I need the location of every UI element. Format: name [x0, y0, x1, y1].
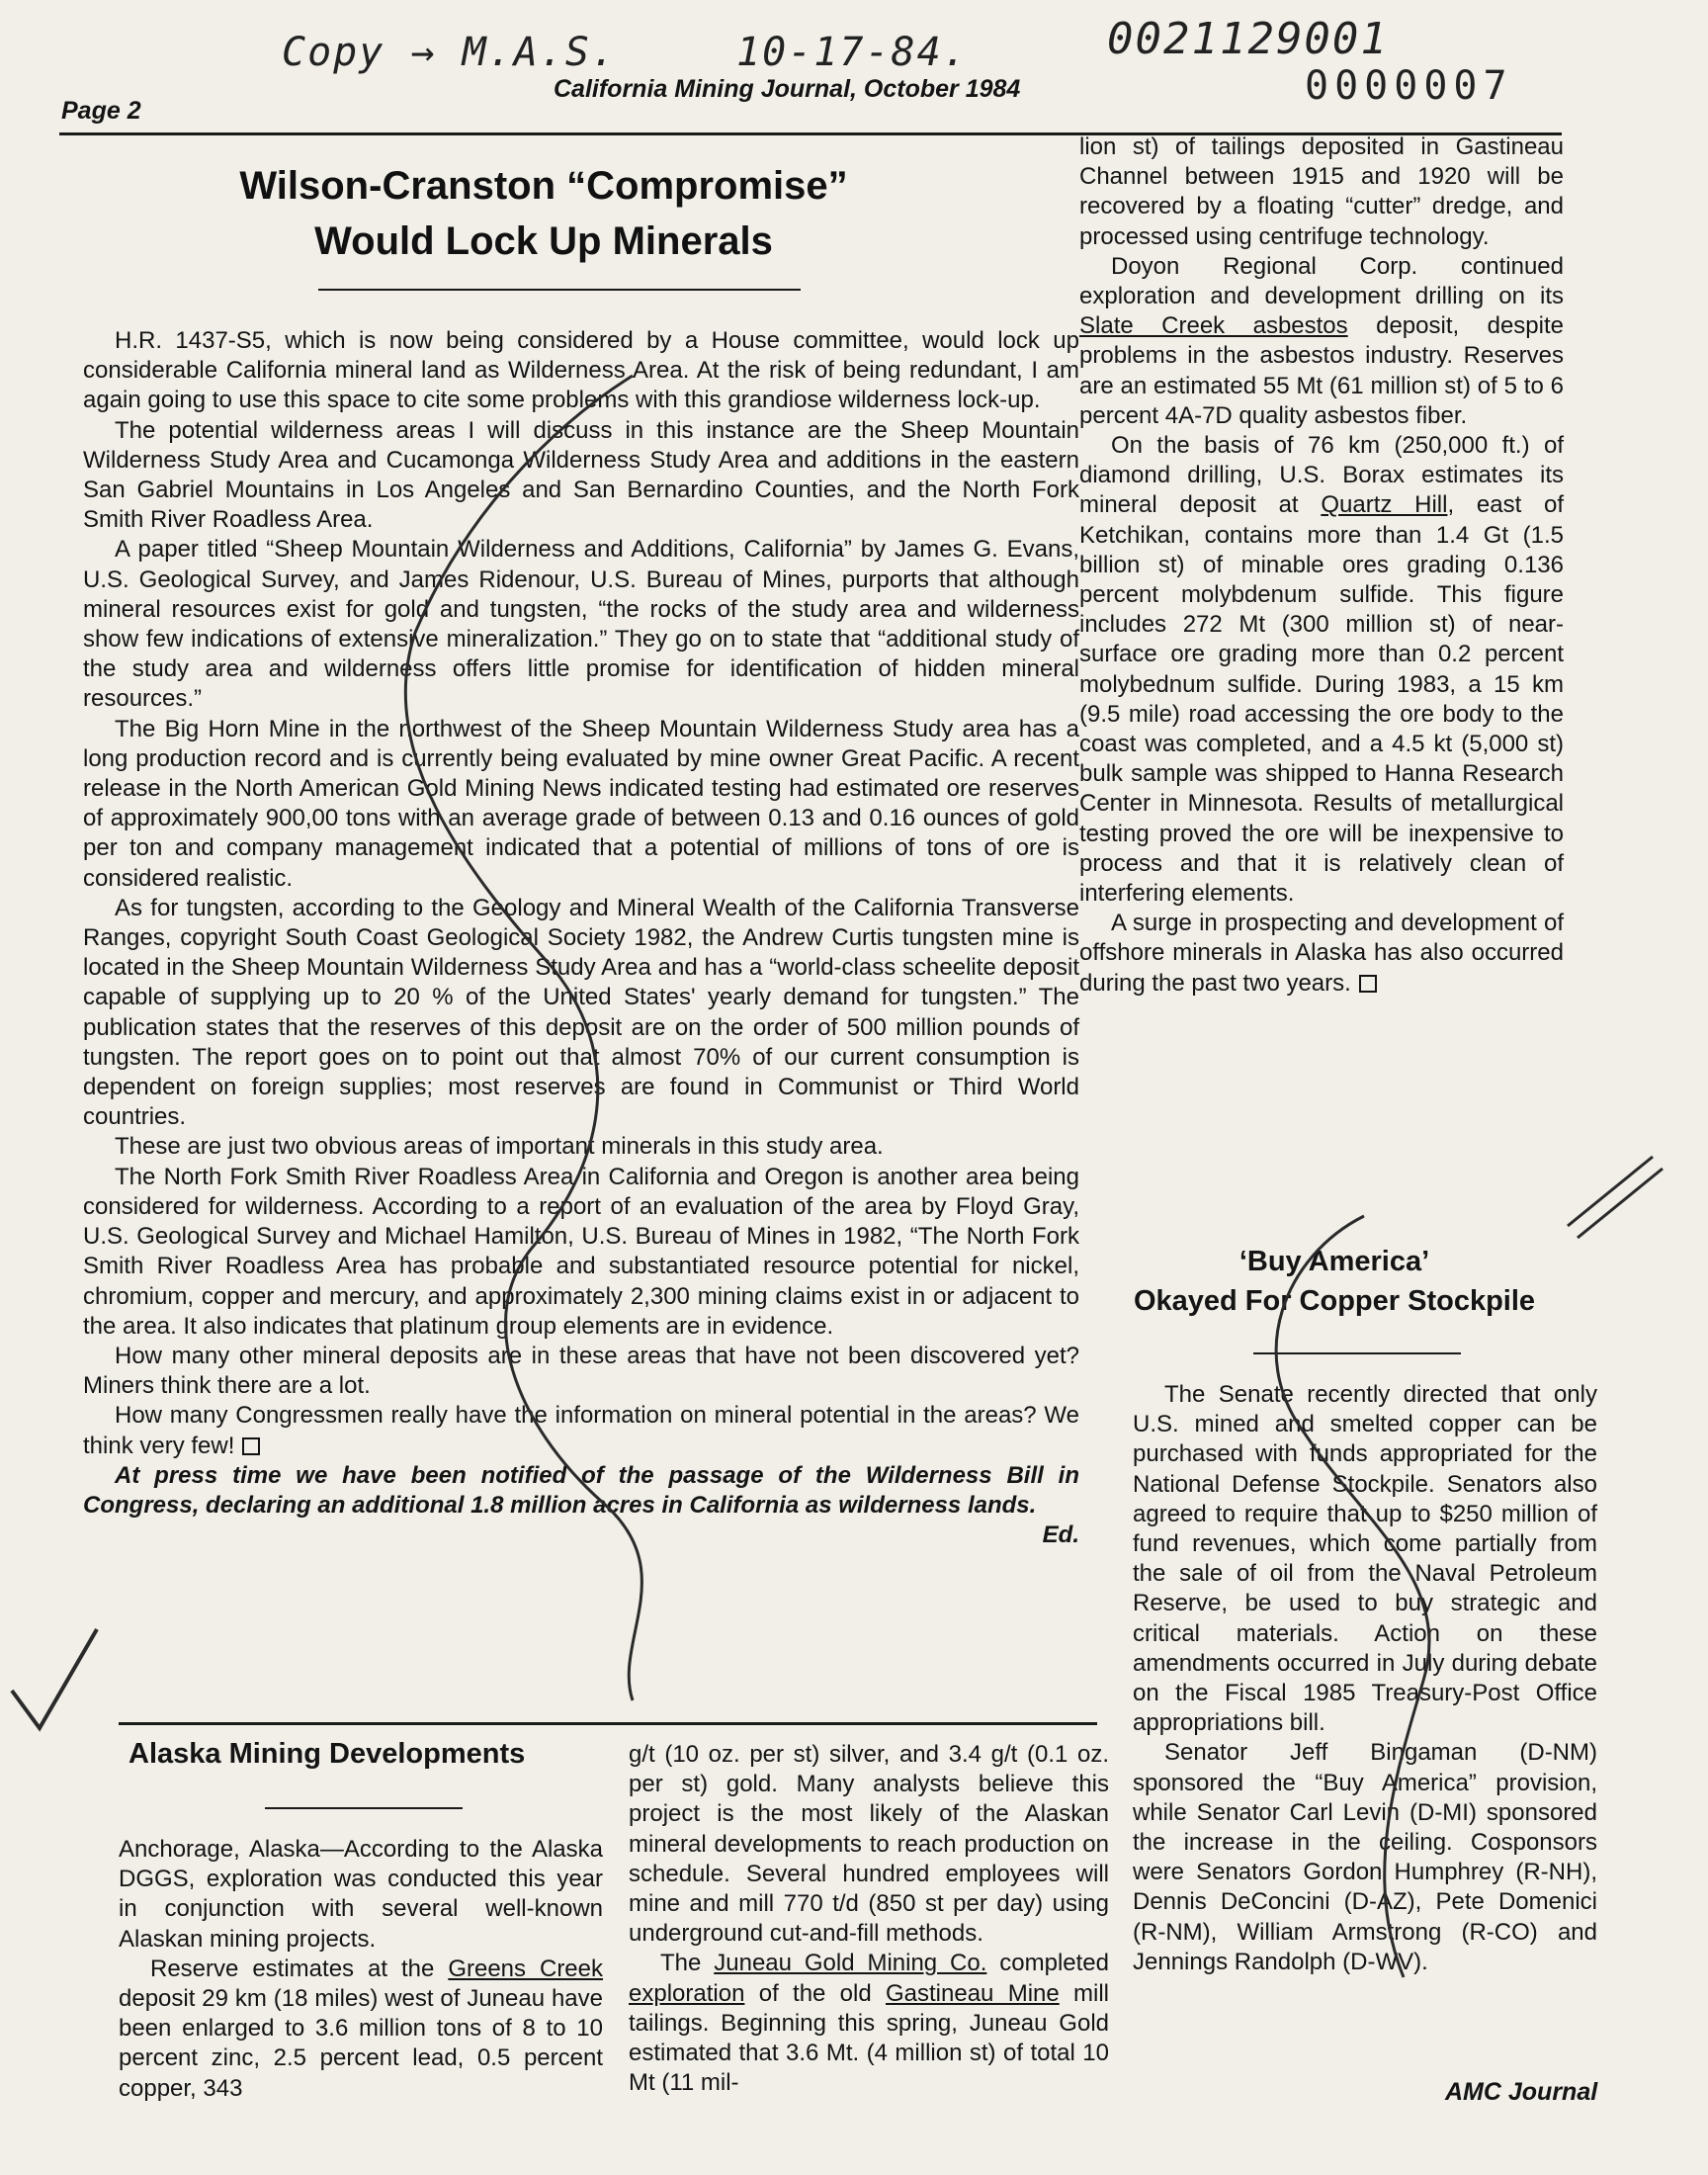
article2-text: deposit 29 km (18 miles) west of Juneau have been enlarged to 3.6 million tons of 8 to 10 percent zinc, 2.5 percent lead, 0.5 percent copper, 343	[119, 1985, 603, 2102]
underlined-juneau-gold: Juneau Gold Mining Co.	[714, 1950, 987, 1977]
pen-slash-mark	[1568, 1157, 1663, 1238]
publication-header: California Mining Journal, October 1984	[554, 75, 1021, 103]
article2-text: of the old	[744, 1979, 886, 2007]
article2-paragraph: Anchorage, Alaska—According to the Alaska DGGS, exploration was conducted this year in conjunction with several well-known Alaskan mining projects.	[119, 1836, 603, 1953]
article2-text: deposit, despite problems in the asbestos industry. Reserves are an estimated 55 Mt (61 million st) of 5 to 6 percent 4A-7D quality asbestos fiber.	[1079, 312, 1564, 429]
page-label: Page 2	[61, 97, 141, 125]
article1-paragraph: These are just two obvious areas of important minerals in this study area.	[115, 1133, 884, 1161]
article3-headline-line1: ‘Buy America’	[1238, 1246, 1430, 1277]
underlined-exploration: exploration	[629, 1979, 745, 2007]
article1-headline-line2: Would Lock Up Minerals	[314, 219, 773, 263]
article3-headline-line2: Okayed For Copper Stockpile	[1133, 1285, 1536, 1317]
article2-text: A surge in prospecting and development of offshore minerals in Alaska has also occurred during the past two years.	[1079, 910, 1564, 997]
article3-paragraph: Senator Jeff Bingaman (D-NM) sponsored the “Buy America” provision, while Senator Carl Levin (D-MI) sponsored the increase in the ceiling. Cosponsors were Senators Gordon Humphrey (R-NH), Dennis DeConcini (D-AZ), Pete Domenici (R-NM), William Armstrong (R-CO) and Jennings Randolph (D-WV).	[1133, 1739, 1597, 1975]
article2-paragraph: g/t (10 oz. per st) silver, and 3.4 g/t (0.1 oz. per st) gold. Many analysts believe this project is the most likely of the Alaskan mineral developments to reach production on schedule. Several hundred employees will mine and mill 770 t/d (850 st per day) using underground cut-and-fill methods.	[629, 1741, 1109, 1948]
article2-paragraph: lion st) of tailings deposited in Gastineau Channel between 1915 and 1920 will be recovered by a floating “cutter” dredge, and processed using centrifuge technology.	[1079, 133, 1564, 250]
handwritten-copy-note: Copy → M.A.S.	[282, 30, 618, 75]
article3-paragraph: The Senate recently directed that only U.S. mined and smelted copper can be purchased with funds appropriated for the National Defense Stockpile. Senators also agreed to require that up to $250 million of fund revenues, which come partially from the sale of oil from the Naval Petroleum Reserve, be used to buy strategic and critical materials. Action on these amendments occurred in July during debate on the Fiscal 1985 Treasury-Post Office appropriations bill.	[1133, 1381, 1597, 1737]
handwritten-doc-number: 0021129001	[1107, 14, 1389, 64]
checkmark-icon	[12, 1629, 97, 1728]
handwritten-date-note: 10-17-84.	[736, 30, 969, 75]
article2-text: , east of Ketchikan, contains more than 1.4 Gt (1.5 billion st) of minable ores grading 0.136 percent molybdenum sulfide. This figure includes 272 Mt (300 million st) of near-surface ore grading more than 0.2 percent molybednum sulfide. During 1983, a 15 km (9.5 mile) road accessing the ore body to the coast was completed, and a 4.5 kt (5,000 st) bulk sample was shipped to Hanna Research Center in Minnesota. Results of metallurgical testing proved the ore will be inexpensive to process and that it is relatively clean of interfering elements.	[1079, 491, 1564, 908]
article2-text: On the basis of 76 km (250,000 ft.) of diamond drilling, U.S. Borax estimates its mineral deposit at	[1079, 432, 1564, 519]
article1-paragraph: The North Fork Smith River Roadless Area in California and Oregon is another area being considered for wilderness. According to a report of an evaluation of the area by Floyd Gray, U.S. Geological Survey and Michael Hamilton, U.S. Bureau of Mines in 1982, “The North Fork Smith River Roadless Area has probable and substantiated resource potential for nickel, chromium, copper and mercury, and approximately 2,300 mining claims exist in or adjacent to the area. It also indicates that platinum group elements are in evidence.	[83, 1163, 1079, 1340]
underlined-quartz-hill: Quartz Hill	[1321, 491, 1448, 519]
article1-paragraph: The Big Horn Mine in the northwest of the Sheep Mountain Wilderness Study area has a long production record and is currently being evaluated by mine owner Great Pacific. A recent release in the North American Gold Mining News indicated testing had estimated ore reserves of approximately 900,00 tons with an average grade of between 0.13 and 0.16 ounces of gold per ton and company management indicated that a potential of millions of tons of ore is considered realistic.	[83, 715, 1079, 892]
article1-signoff: Ed.	[1042, 1522, 1079, 1549]
pen-strike-line	[405, 376, 641, 1700]
article1-paragraph-text: How many Congressmen really have the information on mineral potential in the areas? We think very few!	[83, 1402, 1079, 1459]
article3-source: AMC Journal	[1445, 2078, 1598, 2106]
pen-strike-line	[1276, 1216, 1429, 1977]
underlined-greens-creek: Greens Creek	[448, 1955, 603, 1982]
article2-text: The	[660, 1950, 715, 1977]
article1-press-note: At press time we have been notified of the passage of the Wilderness Bill in Congress, declaring an additional 1.8 million acres in California as wilderness lands.	[83, 1461, 1079, 1519]
article2-headline: Alaska Mining Developments	[128, 1738, 526, 1770]
underlined-gastineau-mine: Gastineau Mine	[886, 1979, 1060, 2007]
article1-paragraph: A paper titled “Sheep Mountain Wilderness and Additions, California” by James G. Evans, U.S. Geological Survey, and James Ridenour, U.S. Bureau of Mines, purports that although mineral resources exist for gold and tungsten, “the rocks of the study area and wilderness show few indications of extensive mineralization.” They go on to state that “additional study of the study area and wilderness offers little promise for identification of hidden mineral resources.”	[83, 536, 1079, 713]
article1-paragraph: As for tungsten, according to the Geology and Mineral Wealth of the California Transverse Ranges, copyright South Coast Geological Society 1982, the Andrew Curtis tungsten mine is located in the Sheep Mountain Wilderness Study Area and has a “world-class scheelite deposit capable of supplying up to 20 % of the United States' yearly demand for tungsten.” The publication states that the reserves of this deposit are on the order of 500 million pounds of tungsten. The report goes on to point out that almost 70% of our current consumption is dependent on foreign supplies; most reserves are found in Communist or Third World countries.	[83, 894, 1079, 1131]
underlined-slate-creek: Slate Creek asbestos	[1079, 312, 1348, 340]
article2-text: mill tailings. Beginning this spring, Juneau Gold estimated that 3.6 Mt. (4 million st) of total 10 Mt (11 mil-	[629, 1979, 1109, 2097]
article2-text: completed	[986, 1950, 1110, 1977]
article1-paragraph: How many other mineral deposits are in these areas that have not been discovered yet? Miners think there are a lot.	[83, 1342, 1079, 1400]
article1-paragraph: The potential wilderness areas I will discuss in this instance are the Sheep Mountain Wilderness Study Area and Cucamonga Wilderness Study Area and additions in the eastern San Gabriel Mountains in Los Angeles and San Bernardino Counties, and the North Fork Smith River Roadless Area.	[83, 416, 1079, 534]
article2-text: Reserve estimates at the	[150, 1955, 449, 1982]
doc-number-stamp: 0000007	[1305, 63, 1513, 109]
article1-paragraph: H.R. 1437-S5, which is now being considered by a House committee, would lock up considerable California mineral land as Wilderness Area. At the risk of being redundant, I am again going to use this space to cite some problems with this grandiose wilderness lock-up.	[83, 327, 1079, 414]
article1-headline-line1: Wilson-Cranston “Compromise”	[239, 164, 848, 208]
article2-text: Doyon Regional Corp. continued exploration and development drilling on its	[1079, 252, 1564, 310]
